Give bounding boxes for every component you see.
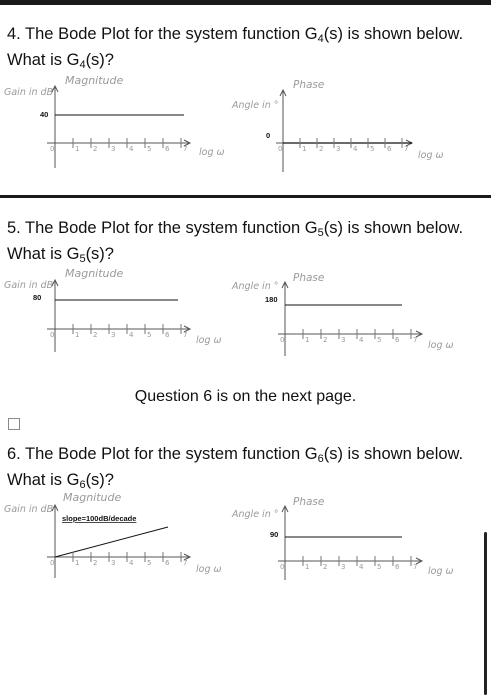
q4-phase-ticks-label: 0 <box>278 145 283 153</box>
q6-phase-plot <box>231 496 454 580</box>
q6-mag-xlabel: log ω <box>196 564 222 575</box>
q4-phase-title: Phase <box>293 79 325 91</box>
q5-mag-ticks <box>50 324 187 339</box>
q5-mag-ticks-label: 2 <box>93 331 98 339</box>
q4-phase-value-label: 0 <box>266 131 271 140</box>
q5-phase-ticks-label: 5 <box>377 336 382 344</box>
q4-phase-xlabel: log ω <box>418 150 444 161</box>
q5-phase-title: Phase <box>293 272 325 284</box>
q4-phase-ticks-label: 7 <box>404 145 409 153</box>
q4-magnitude-plot <box>4 74 225 168</box>
q5-mag-ticks-label: 0 <box>50 331 55 339</box>
q6-mag-ylabel: Gain in dB <box>4 504 54 515</box>
q5-phase-ticks-label: 7 <box>413 336 418 344</box>
q4-mag-ticks-label: 0 <box>50 145 55 153</box>
q5-phase-ticks-label: 2 <box>323 336 328 344</box>
q6-phase-ticks-label: 0 <box>280 563 285 571</box>
q4-phase-ticks-label: 5 <box>370 145 375 153</box>
question-6-text: 6. The Bode Plot for the system function $G_6(s)$ is shown below. What is $G_6(s)$? <box>7 445 464 491</box>
q4-mag-ticks-label: 1 <box>75 145 80 153</box>
q6-mag-ticks-label: 3 <box>111 559 116 567</box>
q5-mag-ticks-label: 1 <box>75 331 80 339</box>
q4-phase-ylabel: Angle in ° <box>232 100 279 111</box>
q4-phase-plot <box>231 79 444 172</box>
q5-phase-ylabel: Angle in ° <box>232 281 279 292</box>
q5-mag-value-label: 80 <box>33 293 42 302</box>
q5-phase-ticks-label: 4 <box>359 336 364 344</box>
q6-mag-ticks <box>50 552 187 567</box>
q5-mag-ylabel: Gain in dB <box>4 280 54 291</box>
q5-phase-ticks-label: 3 <box>341 336 346 344</box>
q5-phase-ticks-label: 1 <box>305 336 310 344</box>
q6-mag-title: Magnitude <box>63 491 122 504</box>
q4-phase-ticks <box>278 138 408 153</box>
q6-phase-ticks-label: 3 <box>341 563 346 571</box>
q5-mag-title: Magnitude <box>65 267 124 280</box>
q6-mag-ticks-label: 2 <box>93 559 98 567</box>
q4-phase-ticks-label: 1 <box>302 145 307 153</box>
q4-mag-ticks-label: 4 <box>129 145 134 153</box>
q6-mag-ticks-label: 7 <box>183 559 188 567</box>
q5-phase-value-label: 180 <box>265 295 278 304</box>
q6-phase-ylabel: Angle in ° <box>232 509 279 520</box>
q4-mag-ticks-label: 3 <box>111 145 116 153</box>
q5-mag-ticks-label: 3 <box>111 331 116 339</box>
q6-magnitude-plot <box>4 491 222 578</box>
q6-mag-slope-label: slope=100dB/decade <box>62 514 137 523</box>
q6-phase-title: Phase <box>293 496 325 508</box>
q6-phase-ticks-label: 6 <box>395 563 400 571</box>
q6-mag-ticks-label: 0 <box>50 559 55 567</box>
q5-mag-xlabel: log ω <box>196 335 222 346</box>
q6-mag-ticks-label: 6 <box>165 559 170 567</box>
q5-mag-ticks-label: 6 <box>165 331 170 339</box>
q6-phase-ticks-label: 2 <box>323 563 328 571</box>
question-4-text: 4. The Bode Plot for the system function $G_4(s)$ is shown below. What is $G_4(s)$? <box>7 25 464 71</box>
flag-checkbox[interactable] <box>8 418 20 430</box>
q6-mag-ticks-label: 4 <box>129 559 134 567</box>
q5-mag-ticks-label: 5 <box>147 331 152 339</box>
q4-mag-ylabel: Gain in dB <box>4 87 54 98</box>
q4-phase-ticks-label: 2 <box>319 145 324 153</box>
q6-phase-ticks-label: 1 <box>305 563 310 571</box>
q4-phase-ticks-label: 6 <box>387 145 392 153</box>
q6-mag-curve <box>55 527 168 557</box>
q6-phase-ticks-label: 4 <box>359 563 364 571</box>
q4-mag-title: Magnitude <box>65 74 124 87</box>
q4-mag-ticks-label: 7 <box>183 145 188 153</box>
q4-mag-ticks-label: 5 <box>147 145 152 153</box>
q5-magnitude-plot <box>4 267 222 352</box>
q4-mag-value-label: 40 <box>40 110 49 119</box>
scrollbar[interactable] <box>484 532 487 695</box>
q6-phase-ticks <box>280 556 417 571</box>
q5-mag-ticks-label: 7 <box>183 331 188 339</box>
q6-phase-ticks-label: 7 <box>413 563 418 571</box>
q6-phase-xlabel: log ω <box>428 566 454 577</box>
question-5-text: 5. The Bode Plot for the system function $G_5(s)$ is shown below. What is $G_5(s)$? <box>7 219 464 265</box>
q4-phase-ticks-label: 4 <box>353 145 358 153</box>
q4-mag-ticks <box>50 138 187 153</box>
q5-phase-plot <box>231 272 454 356</box>
q6-mag-ticks-label: 1 <box>75 559 80 567</box>
q5-phase-ticks-label: 6 <box>395 336 400 344</box>
q6-phase-ticks-label: 5 <box>377 563 382 571</box>
q4-mag-ticks-label: 2 <box>93 145 98 153</box>
q5-mag-ticks-label: 4 <box>129 331 134 339</box>
q4-phase-ticks-label: 3 <box>336 145 341 153</box>
next-page-note: Question 6 is on the next page. <box>134 388 357 405</box>
q6-mag-ticks-label: 5 <box>147 559 152 567</box>
q5-phase-ticks-label: 0 <box>280 336 285 344</box>
q4-mag-xlabel: log ω <box>199 147 225 158</box>
section-divider <box>0 195 491 198</box>
q5-phase-ticks <box>280 329 417 344</box>
q4-mag-ticks-label: 6 <box>165 145 170 153</box>
q5-phase-xlabel: log ω <box>428 340 454 351</box>
q6-phase-value-label: 90 <box>270 530 279 539</box>
